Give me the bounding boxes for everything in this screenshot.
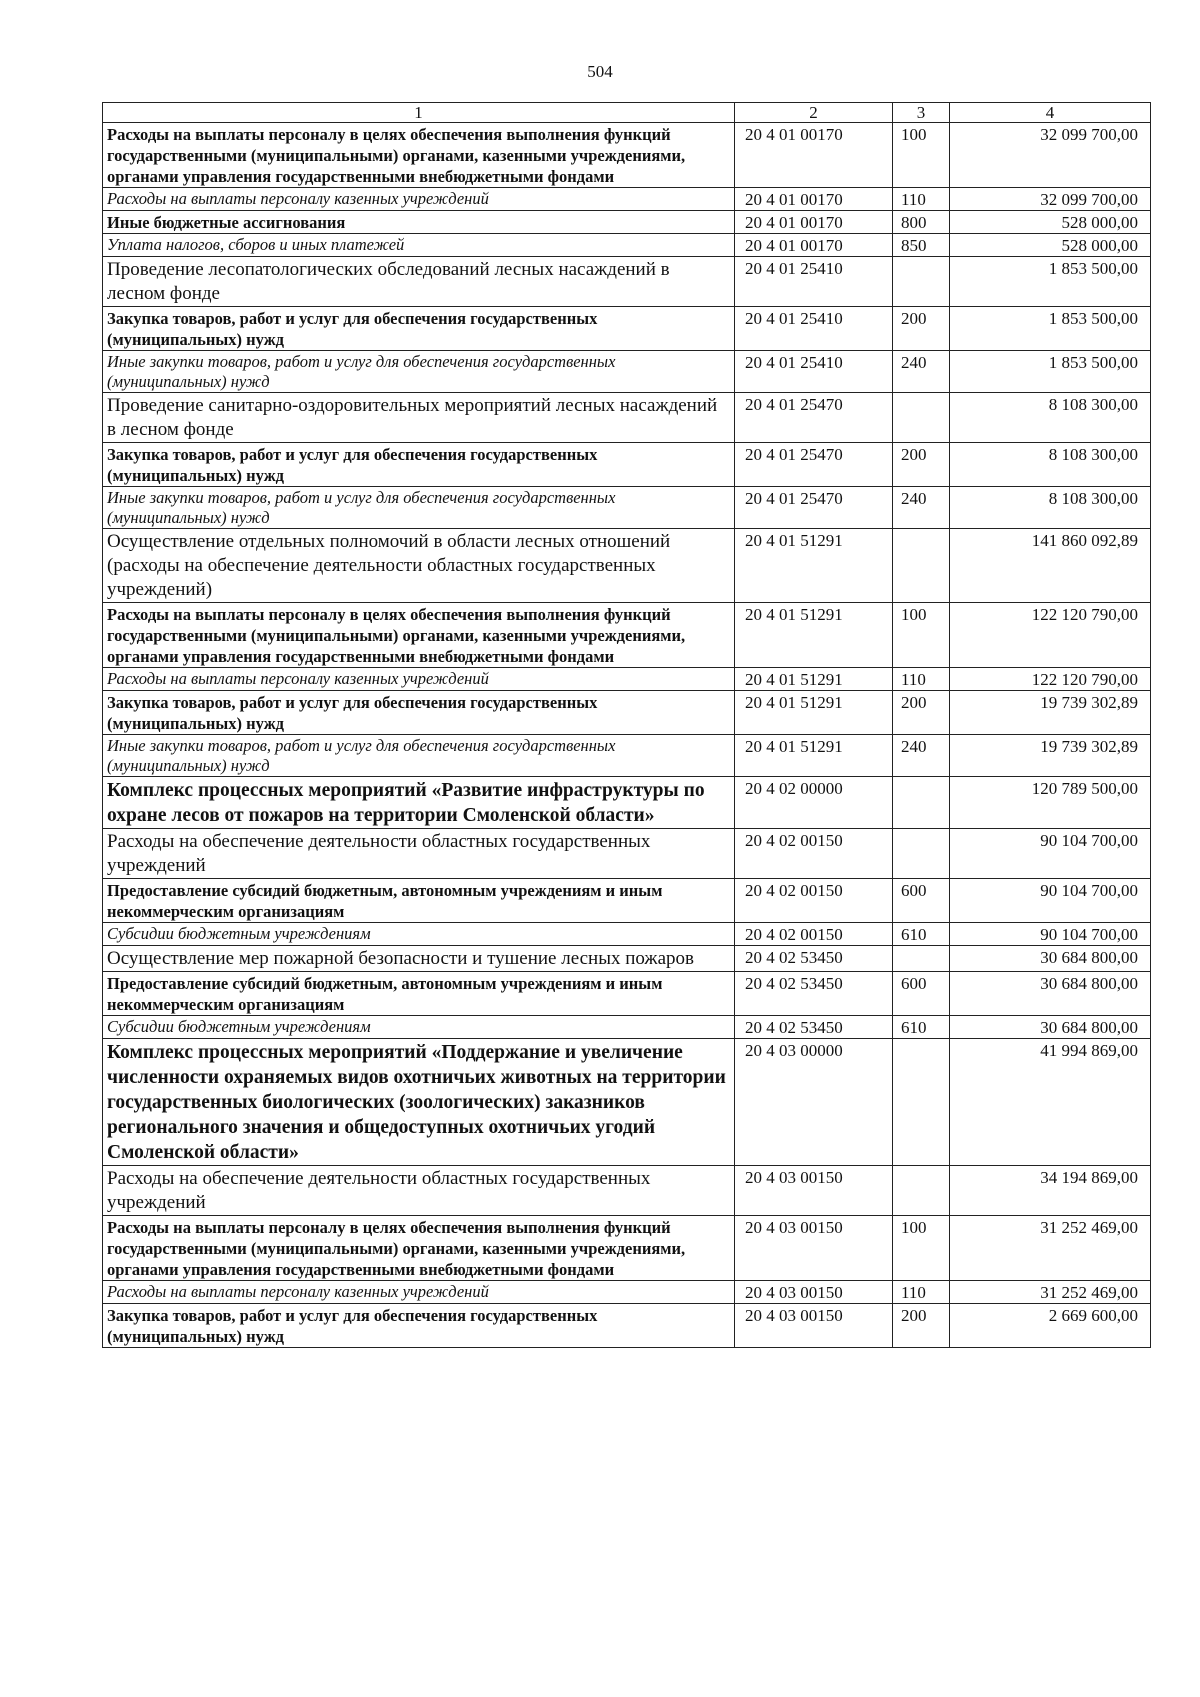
row-sum-cell: 2 669 600,00 <box>950 1304 1151 1348</box>
row-name-cell: Иные закупки товаров, работ и услуг для обеспечения государственных (муниципальных) нужд <box>103 735 735 777</box>
row-type-cell: 110 <box>893 668 950 691</box>
row-code-cell: 20 4 01 25470 <box>735 393 893 443</box>
row-code-cell: 20 4 01 25410 <box>735 307 893 351</box>
row-type-cell: 110 <box>893 188 950 211</box>
row-type-cell <box>893 829 950 879</box>
row-type-cell <box>893 777 950 829</box>
row-name-cell: Проведение лесопатологических обследований лесных насаждений в лесном фонде <box>103 257 735 307</box>
table-row <box>103 443 1151 487</box>
row-type-cell <box>893 257 950 307</box>
table-row <box>103 234 1151 257</box>
row-name-cell: Уплата налогов, сборов и иных платежей <box>103 234 735 257</box>
row-sum-cell: 8 108 300,00 <box>950 487 1151 529</box>
row-sum-cell: 30 684 800,00 <box>950 1016 1151 1039</box>
row-code-cell: 20 4 03 00150 <box>735 1281 893 1304</box>
table-row <box>103 603 1151 668</box>
row-sum-cell: 31 252 469,00 <box>950 1216 1151 1281</box>
row-sum-cell: 122 120 790,00 <box>950 668 1151 691</box>
row-code-cell: 20 4 01 51291 <box>735 529 893 603</box>
row-sum-cell: 32 099 700,00 <box>950 188 1151 211</box>
table-row <box>103 691 1151 735</box>
row-name-cell: Субсидии бюджетным учреждениям <box>103 1016 735 1039</box>
row-code-cell: 20 4 03 00150 <box>735 1166 893 1216</box>
row-sum-cell: 141 860 092,89 <box>950 529 1151 603</box>
row-sum-cell: 1 853 500,00 <box>950 351 1151 393</box>
table-row <box>103 777 1151 829</box>
row-sum-cell: 528 000,00 <box>950 211 1151 234</box>
row-name-cell: Закупка товаров, работ и услуг для обеспечения государственных (муниципальных) нужд <box>103 691 735 735</box>
row-sum-cell: 90 104 700,00 <box>950 829 1151 879</box>
row-name-cell: Расходы на выплаты персоналу в целях обеспечения выполнения функций государственными (муниципальными) органами, казенными учреждениями, органами управления государственными внебюджетными фондами <box>103 603 735 668</box>
row-type-cell <box>893 1166 950 1216</box>
row-code-cell: 20 4 01 25410 <box>735 257 893 307</box>
row-code-cell: 20 4 02 00150 <box>735 879 893 923</box>
row-sum-cell: 8 108 300,00 <box>950 443 1151 487</box>
row-sum-cell: 120 789 500,00 <box>950 777 1151 829</box>
row-type-cell: 850 <box>893 234 950 257</box>
row-type-cell <box>893 946 950 972</box>
row-type-cell: 600 <box>893 879 950 923</box>
row-code-cell: 20 4 01 25470 <box>735 487 893 529</box>
table-row <box>103 829 1151 879</box>
row-name-cell: Осуществление отдельных полномочий в области лесных отношений (расходы на обеспечение деятельности областных государственных учреждений) <box>103 529 735 603</box>
row-name-cell: Предоставление субсидий бюджетным, автономным учреждениям и иным некоммерческим организациям <box>103 972 735 1016</box>
row-name-cell: Комплекс процессных мероприятий «Поддержание и увеличение численности охраняемых видов охотничьих животных на территории государственных биологических (зоологических) заказников регионального значения и общедоступных охотничьих угодий Смоленской области» <box>103 1039 735 1166</box>
row-type-cell: 240 <box>893 735 950 777</box>
row-code-cell: 20 4 03 00150 <box>735 1216 893 1281</box>
budget-table <box>102 102 1151 1348</box>
table-row <box>103 211 1151 234</box>
table-body <box>103 123 1151 1348</box>
row-code-cell: 20 4 02 53450 <box>735 946 893 972</box>
row-code-cell: 20 4 01 25470 <box>735 443 893 487</box>
row-name-cell: Осуществление мер пожарной безопасности и тушение лесных пожаров <box>103 946 735 972</box>
table-row <box>103 351 1151 393</box>
row-code-cell: 20 4 02 53450 <box>735 1016 893 1039</box>
table-row <box>103 188 1151 211</box>
row-type-cell: 240 <box>893 487 950 529</box>
page-number: 504 <box>587 62 613 81</box>
row-code-cell: 20 4 02 53450 <box>735 972 893 1016</box>
table-row <box>103 257 1151 307</box>
row-type-cell: 800 <box>893 211 950 234</box>
row-type-cell: 200 <box>893 691 950 735</box>
row-name-cell: Расходы на выплаты персоналу казенных учреждений <box>103 1281 735 1304</box>
row-name-cell: Расходы на обеспечение деятельности областных государственных учреждений <box>103 1166 735 1216</box>
row-type-cell: 110 <box>893 1281 950 1304</box>
row-sum-cell: 1 853 500,00 <box>950 257 1151 307</box>
row-code-cell: 20 4 01 51291 <box>735 603 893 668</box>
row-code-cell: 20 4 01 00170 <box>735 211 893 234</box>
row-code-cell: 20 4 02 00150 <box>735 923 893 946</box>
table-row <box>103 393 1151 443</box>
row-sum-cell: 19 739 302,89 <box>950 735 1151 777</box>
row-sum-cell: 1 853 500,00 <box>950 307 1151 351</box>
row-name-cell: Закупка товаров, работ и услуг для обеспечения государственных (муниципальных) нужд <box>103 1304 735 1348</box>
row-code-cell: 20 4 03 00000 <box>735 1039 893 1166</box>
table-row <box>103 1216 1151 1281</box>
table-row <box>103 123 1151 188</box>
row-sum-cell: 19 739 302,89 <box>950 691 1151 735</box>
row-type-cell: 610 <box>893 1016 950 1039</box>
table-row <box>103 529 1151 603</box>
table-header-row <box>103 103 1151 123</box>
column-header-4: 4 <box>950 103 1151 123</box>
row-name-cell: Расходы на обеспечение деятельности областных государственных учреждений <box>103 829 735 879</box>
row-name-cell: Закупка товаров, работ и услуг для обеспечения государственных (муниципальных) нужд <box>103 443 735 487</box>
row-type-cell: 200 <box>893 1304 950 1348</box>
row-code-cell: 20 4 01 25410 <box>735 351 893 393</box>
row-type-cell <box>893 1039 950 1166</box>
row-name-cell: Иные закупки товаров, работ и услуг для обеспечения государственных (муниципальных) нужд <box>103 351 735 393</box>
table-row <box>103 879 1151 923</box>
row-sum-cell: 30 684 800,00 <box>950 972 1151 1016</box>
row-type-cell: 100 <box>893 123 950 188</box>
row-name-cell: Иные закупки товаров, работ и услуг для обеспечения государственных (муниципальных) нужд <box>103 487 735 529</box>
row-name-cell: Субсидии бюджетным учреждениям <box>103 923 735 946</box>
column-header-1: 1 <box>103 103 735 123</box>
row-type-cell: 200 <box>893 443 950 487</box>
row-type-cell: 600 <box>893 972 950 1016</box>
row-code-cell: 20 4 01 00170 <box>735 188 893 211</box>
row-sum-cell: 90 104 700,00 <box>950 923 1151 946</box>
row-name-cell: Расходы на выплаты персоналу в целях обеспечения выполнения функций государственными (муниципальными) органами, казенными учреждениями, органами управления государственными внебюджетными фондами <box>103 1216 735 1281</box>
row-name-cell: Расходы на выплаты персоналу казенных учреждений <box>103 188 735 211</box>
table-row <box>103 1304 1151 1348</box>
table-row <box>103 1166 1151 1216</box>
row-code-cell: 20 4 01 51291 <box>735 668 893 691</box>
table-row <box>103 668 1151 691</box>
row-code-cell: 20 4 01 00170 <box>735 123 893 188</box>
row-type-cell: 100 <box>893 603 950 668</box>
row-type-cell: 610 <box>893 923 950 946</box>
row-sum-cell: 122 120 790,00 <box>950 603 1151 668</box>
row-type-cell: 240 <box>893 351 950 393</box>
column-header-2: 2 <box>735 103 893 123</box>
table-row <box>103 1016 1151 1039</box>
row-code-cell: 20 4 02 00000 <box>735 777 893 829</box>
row-code-cell: 20 4 03 00150 <box>735 1304 893 1348</box>
row-sum-cell: 31 252 469,00 <box>950 1281 1151 1304</box>
row-name-cell: Расходы на выплаты персоналу в целях обеспечения выполнения функций государственными (муниципальными) органами, казенными учреждениями, органами управления государственными внебюджетными фондами <box>103 123 735 188</box>
row-sum-cell: 32 099 700,00 <box>950 123 1151 188</box>
row-type-cell <box>893 393 950 443</box>
row-name-cell: Проведение санитарно-оздоровительных мероприятий лесных насаждений в лесном фонде <box>103 393 735 443</box>
row-type-cell <box>893 529 950 603</box>
row-name-cell: Предоставление субсидий бюджетным, автономным учреждениям и иным некоммерческим организациям <box>103 879 735 923</box>
row-code-cell: 20 4 01 51291 <box>735 735 893 777</box>
row-code-cell: 20 4 01 00170 <box>735 234 893 257</box>
row-sum-cell: 41 994 869,00 <box>950 1039 1151 1166</box>
row-type-cell: 200 <box>893 307 950 351</box>
table-row <box>103 972 1151 1016</box>
row-name-cell: Расходы на выплаты персоналу казенных учреждений <box>103 668 735 691</box>
row-sum-cell: 90 104 700,00 <box>950 879 1151 923</box>
table-row <box>103 735 1151 777</box>
table-row <box>103 1039 1151 1166</box>
row-code-cell: 20 4 01 51291 <box>735 691 893 735</box>
table-row <box>103 487 1151 529</box>
row-type-cell: 100 <box>893 1216 950 1281</box>
column-header-3: 3 <box>893 103 950 123</box>
row-name-cell: Иные бюджетные ассигнования <box>103 211 735 234</box>
row-sum-cell: 8 108 300,00 <box>950 393 1151 443</box>
row-code-cell: 20 4 02 00150 <box>735 829 893 879</box>
row-name-cell: Комплекс процессных мероприятий «Развитие инфраструктуры по охране лесов от пожаров на территории Смоленской области» <box>103 777 735 829</box>
table-row <box>103 946 1151 972</box>
table-row <box>103 307 1151 351</box>
table-row <box>103 923 1151 946</box>
row-sum-cell: 528 000,00 <box>950 234 1151 257</box>
table-row <box>103 1281 1151 1304</box>
row-sum-cell: 30 684 800,00 <box>950 946 1151 972</box>
row-sum-cell: 34 194 869,00 <box>950 1166 1151 1216</box>
row-name-cell: Закупка товаров, работ и услуг для обеспечения государственных (муниципальных) нужд <box>103 307 735 351</box>
